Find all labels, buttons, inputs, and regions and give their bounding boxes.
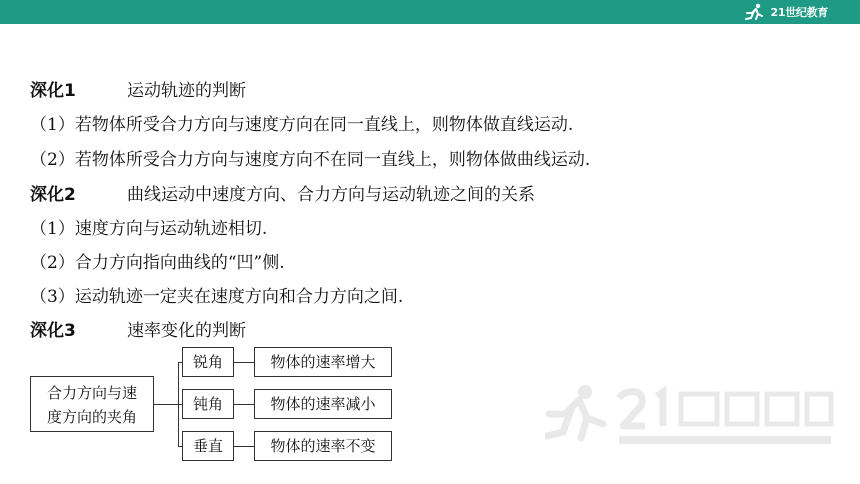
diagram-result-box-2: 物体的速率减小 (254, 389, 392, 419)
diagram-connector-root (154, 404, 178, 405)
section-1-item-2: （2）若物体所受合力方向与速度方向不在同一直线上，则物体做曲线运动. (30, 150, 591, 170)
section-3-heading (30, 316, 246, 341)
watermark-logo-icon (545, 380, 835, 450)
diagram-root-box (30, 376, 154, 432)
section-3-label: 深化3 (30, 321, 76, 341)
brand-logo (743, 2, 828, 22)
section-2-item-1: （1）速度方向与运动轨迹相切. (30, 219, 268, 239)
section-2-heading (30, 180, 535, 205)
diagram-angle-box-2: 钝角 (182, 389, 234, 419)
header-bar (0, 0, 860, 24)
section-1-title: 运动轨迹的判断 (127, 81, 246, 101)
diagram-connector-result-1 (234, 362, 254, 363)
diagram-angle-box-3: 垂直 (182, 431, 234, 461)
section-1-item-1: （1）若物体所受合力方向与速度方向在同一直线上，则物体做直线运动. (30, 115, 574, 135)
section-2-title: 曲线运动中速度方向、合力方向与运动轨迹之间的关系 (127, 185, 535, 205)
section-2-label: 深化2 (30, 185, 76, 205)
diagram-root-line-2: 度方向的夹角 (46, 408, 137, 426)
runner-logo-icon (743, 3, 767, 21)
diagram-connector-result-2 (234, 404, 254, 405)
section-2-item-3: （3）运动轨迹一定夹在速度方向和合力方向之间. (30, 287, 404, 307)
diagram-connector-result-3 (234, 446, 254, 447)
section-1-heading (30, 76, 246, 101)
section-1-label: 深化1 (30, 81, 76, 101)
diagram-result-box-1: 物体的速率增大 (254, 347, 392, 377)
diagram-result-box-3: 物体的速率不变 (254, 431, 392, 461)
brand-logo-text: 21世纪教育 (770, 6, 828, 19)
section-2-item-2: （2）合力方向指向曲线的“凹”侧. (30, 253, 285, 273)
diagram-root-line-1: 合力方向与速 (46, 384, 137, 402)
diagram-angle-box-1: 锐角 (182, 347, 234, 377)
section-3-title: 速率变化的判断 (127, 321, 246, 341)
